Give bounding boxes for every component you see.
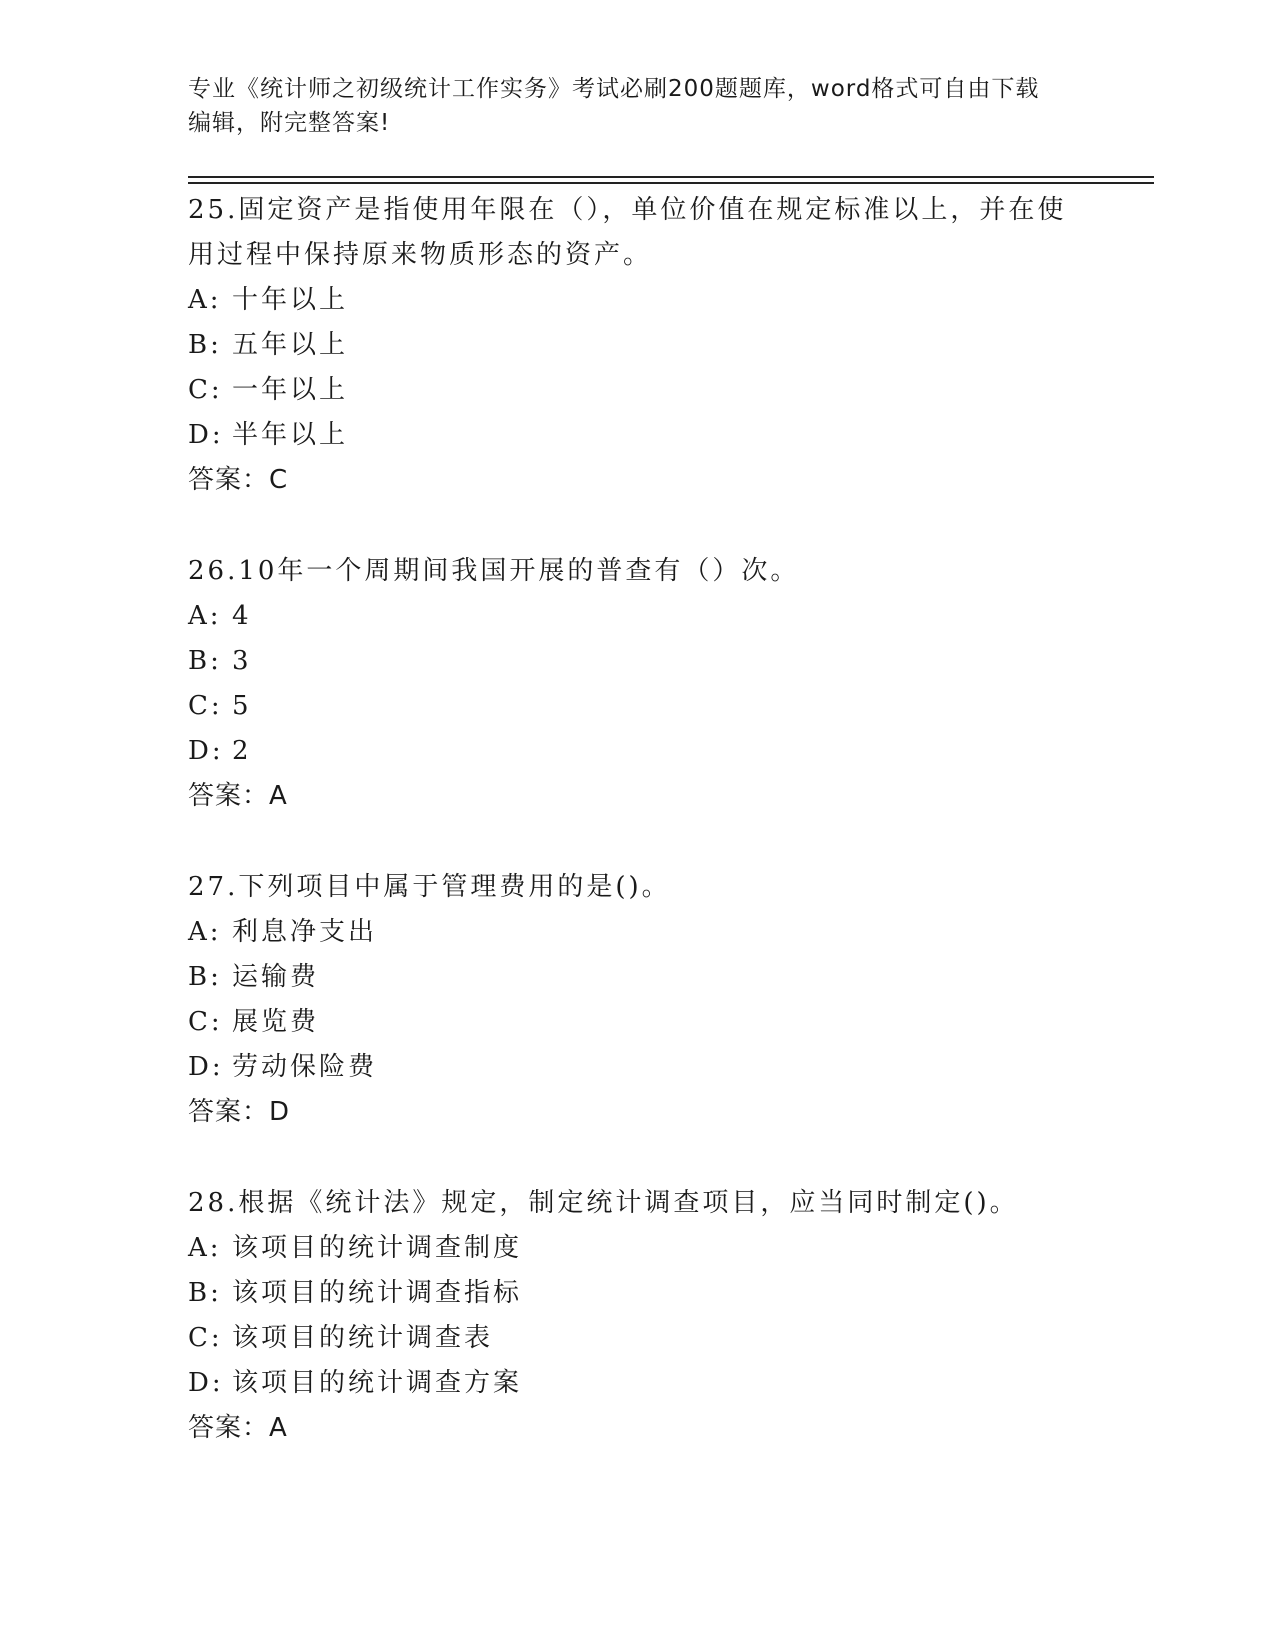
option-a <box>188 1226 1088 1271</box>
option-text: 该项目的统计调查制度 <box>232 1233 523 1263</box>
question-list <box>188 188 1088 1497</box>
option-a <box>188 910 1088 955</box>
option-b <box>188 1271 1088 1316</box>
option-text: 5 <box>232 691 252 721</box>
option-text: 该项目的统计调查指标 <box>232 1278 523 1308</box>
option-text: 一年以上 <box>232 375 349 405</box>
option-text: 4 <box>232 601 252 631</box>
answer: 答案：A <box>188 781 288 811</box>
option-label: C: <box>188 691 223 721</box>
option-text: 劳动保险费 <box>232 1052 378 1082</box>
question-27 <box>188 865 1088 1135</box>
option-b <box>188 955 1088 1000</box>
option-text: 五年以上 <box>232 330 349 360</box>
header-line-1: 专业《统计师之初级统计工作实务》考试必刷200题题库，word格式可自由下载 <box>188 76 1040 102</box>
option-label: A: <box>188 285 222 315</box>
option-a <box>188 278 1088 323</box>
question-text-line-1: 26.10年一个周期间我国开展的普查有（）次。 <box>188 556 800 586</box>
question-text-line-2: 用过程中保持原来物质形态的资产。 <box>188 240 653 270</box>
answer: 答案：A <box>188 1413 288 1443</box>
answer: 答案：D <box>188 1097 291 1127</box>
option-text: 展览费 <box>232 1007 320 1037</box>
option-c <box>188 1316 1088 1361</box>
header-line-2: 编辑，附完整答案! <box>188 110 391 136</box>
option-label: A: <box>188 917 222 947</box>
option-label: C: <box>188 1323 223 1353</box>
question-text-line-1: 25.固定资产是指使用年限在（），单位价值在规定标准以上，并在使 <box>188 195 1067 225</box>
question-text-line-1: 28.根据《统计法》规定，制定统计调查项目，应当同时制定()。 <box>188 1188 1019 1218</box>
option-label: A: <box>188 601 222 631</box>
option-label: D: <box>188 1368 224 1398</box>
option-label: C: <box>188 375 223 405</box>
question-text <box>188 865 1088 910</box>
option-d <box>188 1361 1088 1406</box>
option-d <box>188 1045 1088 1090</box>
header-divider-top <box>188 176 1154 178</box>
question-28 <box>188 1181 1088 1451</box>
option-text: 2 <box>232 736 252 766</box>
option-b <box>188 639 1088 684</box>
question-text <box>188 549 1088 594</box>
option-a <box>188 594 1088 639</box>
option-c <box>188 368 1088 413</box>
question-text-line-1: 27.下列项目中属于管理费用的是()。 <box>188 872 671 902</box>
option-text: 3 <box>232 646 252 676</box>
option-label: B: <box>188 330 222 360</box>
document-header <box>188 72 1068 140</box>
option-label: C: <box>188 1007 223 1037</box>
question-text <box>188 188 1088 278</box>
option-d <box>188 729 1088 774</box>
question-25 <box>188 188 1088 503</box>
option-text: 该项目的统计调查方案 <box>232 1368 523 1398</box>
option-label: D: <box>188 1052 224 1082</box>
option-d <box>188 413 1088 458</box>
option-text: 运输费 <box>232 962 320 992</box>
answer: 答案：C <box>188 465 289 495</box>
option-text: 利息净支出 <box>232 917 378 947</box>
option-c <box>188 684 1088 729</box>
option-label: B: <box>188 962 222 992</box>
option-label: D: <box>188 420 224 450</box>
option-label: B: <box>188 1278 222 1308</box>
option-text: 十年以上 <box>232 285 349 315</box>
option-b <box>188 323 1088 368</box>
option-c <box>188 1000 1088 1045</box>
question-26 <box>188 549 1088 819</box>
option-text: 半年以上 <box>232 420 349 450</box>
option-label: A: <box>188 1233 222 1263</box>
header-divider-bottom <box>188 182 1154 184</box>
question-text <box>188 1181 1088 1226</box>
option-label: B: <box>188 646 222 676</box>
option-text: 该项目的统计调查表 <box>232 1323 494 1353</box>
option-label: D: <box>188 736 224 766</box>
